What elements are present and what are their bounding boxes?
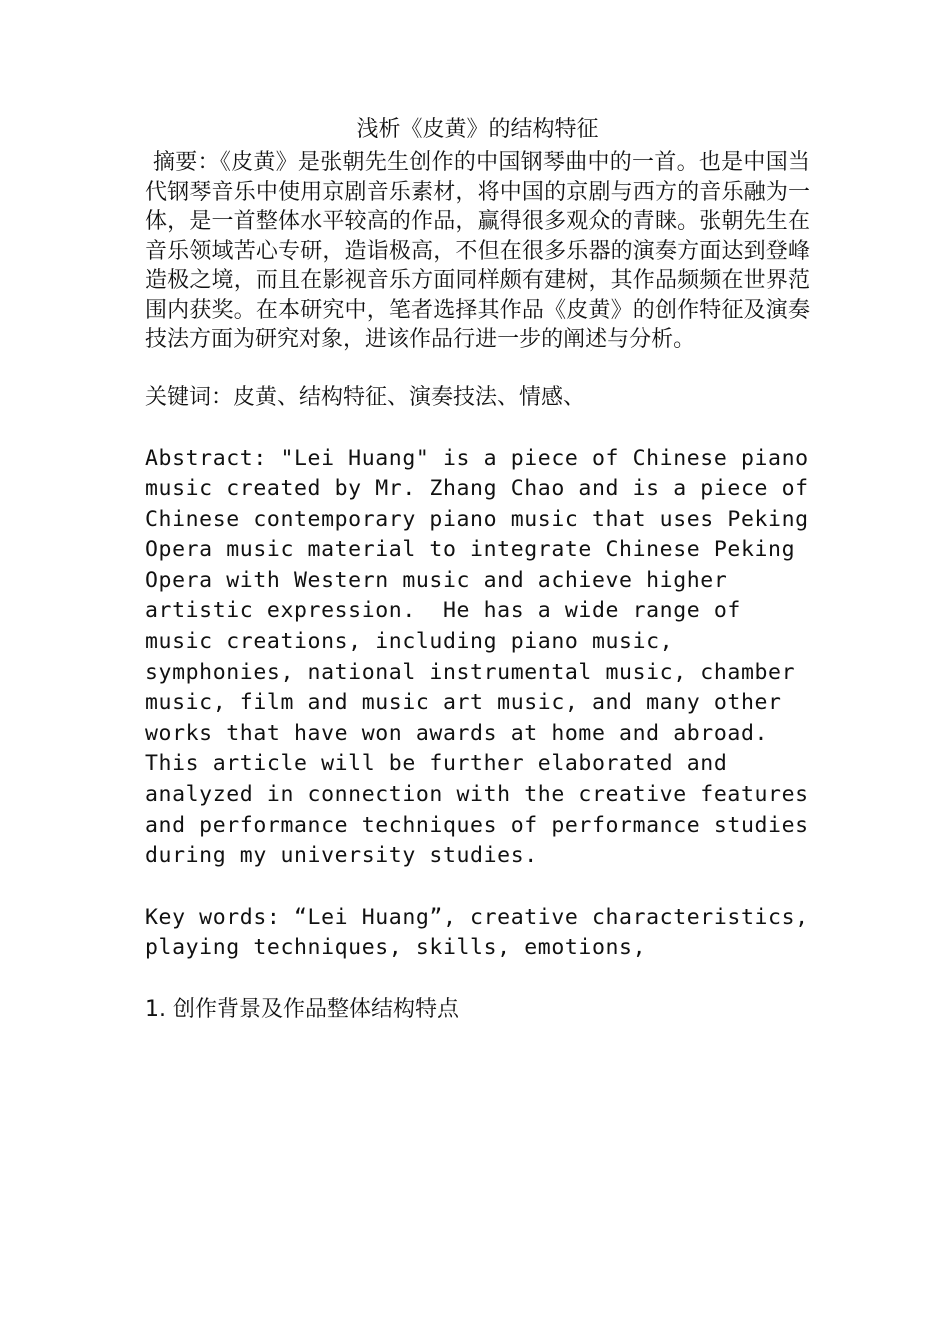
document-title: 浅析《皮黄》的结构特征 <box>356 117 599 142</box>
abstract-chinese <box>145 148 810 355</box>
abstract-cn-part-7: 行进一步的阐述与分析。 <box>453 327 696 352</box>
keywords-english: Key words: “Lei Huang”, creative characteristics, playing techniques, skills, emotions, <box>145 904 823 961</box>
keywords-chinese: 关键词：皮黄、结构特征、演奏技法、情感、 <box>145 384 586 410</box>
abstract-cn-part-2: 是一首整体水平较高的作品，赢得很多观众的青睐。张朝先生在音乐领域苦心专研，造诣极高，不但在很多乐器的演奏方面达到登峰造极之境，而且在影视音乐方面同样颇有建树，其作品频频在世界范围内获奖。在本研究中，笔者选择其作品《皮黄》的 <box>145 209 810 323</box>
abstract-english: Abstract: "Lei Huang" is a piece of Chinese piano music created by Mr. Zhang Chao and is a piece of Chinese contemporary piano music that uses Peking Opera music material to integrate Chinese Peking Opera with Western music and achieve higher artistic expression. He has a wide range of music creations, including piano music, symphonies, national instrumental music, chamber music, film and music art music, and many other works that have won awards at home and abroad. This article will be further elaborated and analyzed in connection with the creative features and performance techniques of performance studies during my university studies. <box>145 445 823 869</box>
abstract-cn-part-1: 摘要：《皮黄》是张朝先生创作的中国钢琴曲中的一首。也是中国当代钢琴音乐中使用京剧音乐素材，将中国的京剧与西方的音乐融为一体， <box>145 150 810 234</box>
document-body <box>145 112 823 1026</box>
abstract-cn-part-3: 创作特征及演奏技法方面 <box>145 297 810 352</box>
abstract-cn-part-5: 进 <box>365 327 388 352</box>
abstract-cn-part-6: 该作品 <box>387 327 454 352</box>
section-1-heading: 1. 创作背景及作品整体结构特点 <box>145 997 459 1022</box>
abstract-cn-part-4: 为研究对象， <box>233 327 366 352</box>
